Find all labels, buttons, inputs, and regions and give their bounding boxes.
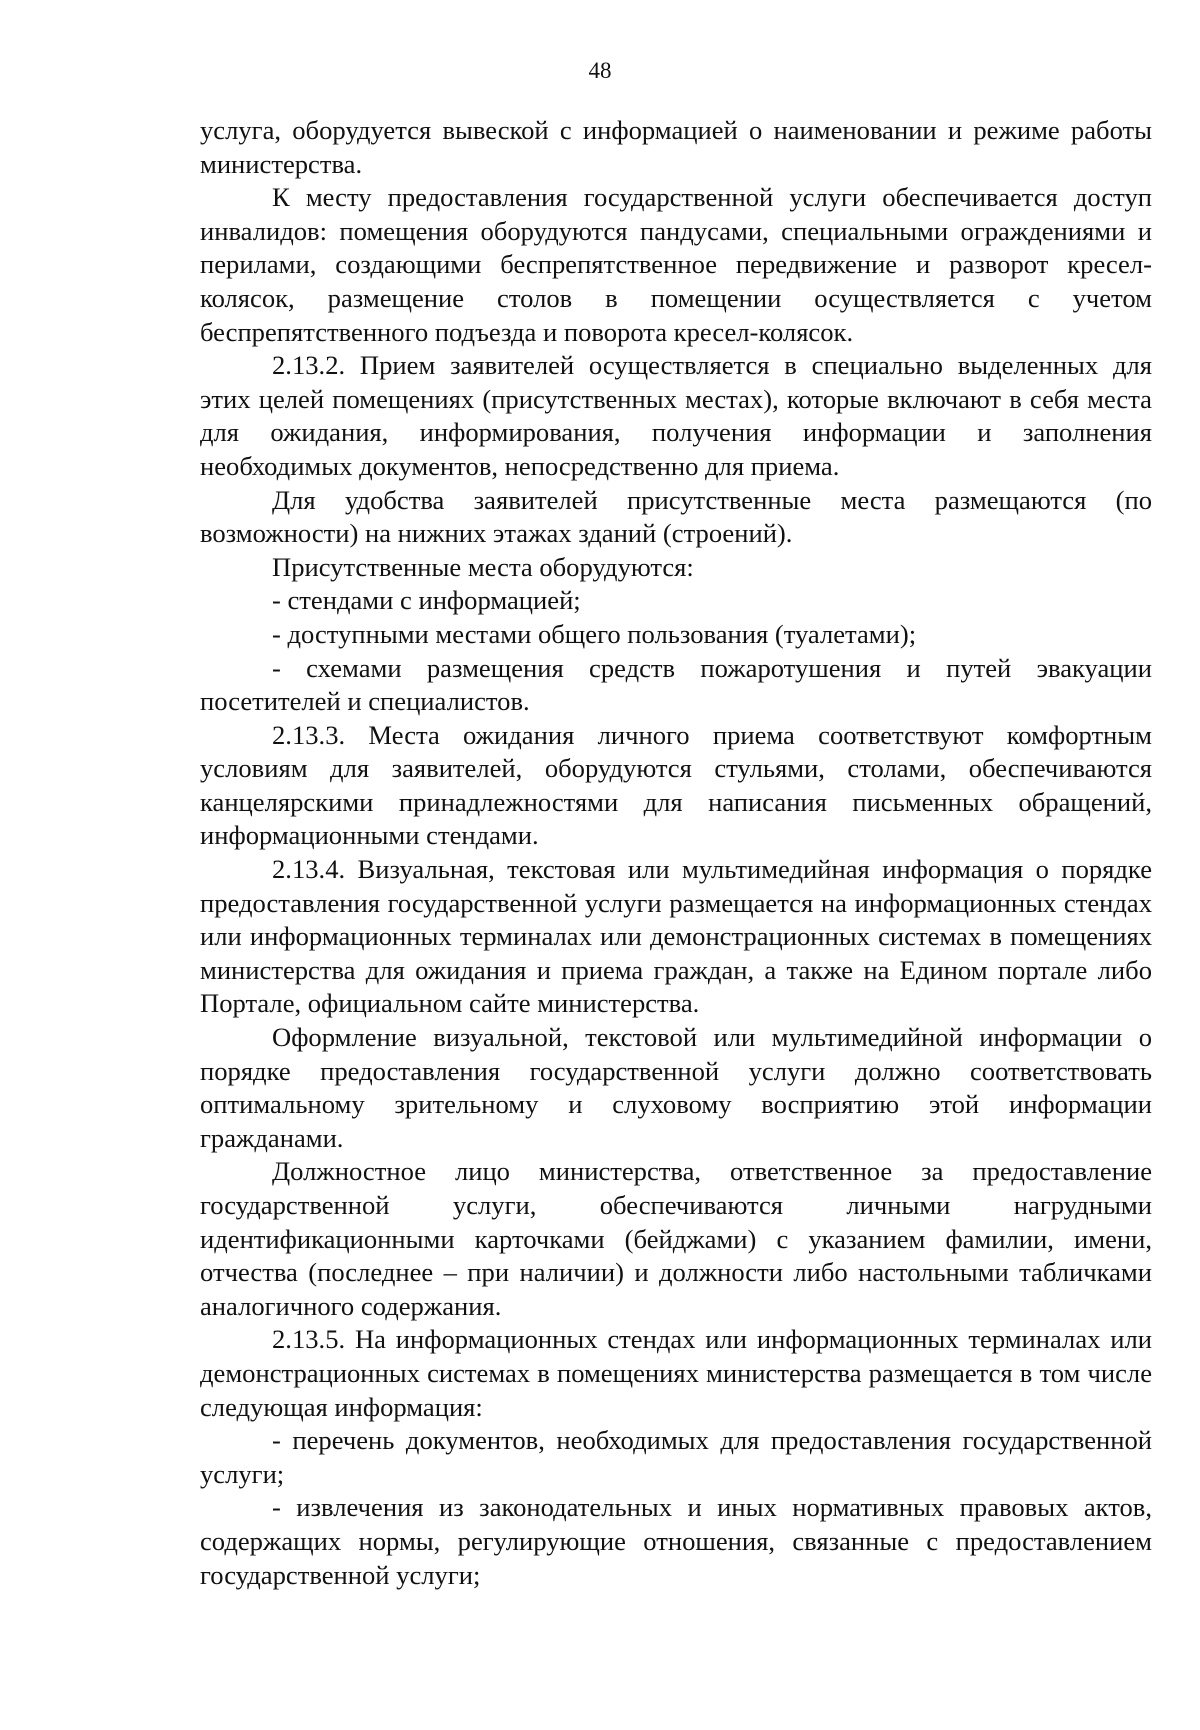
paragraph-accessibility: К месту предоставления государственной услуги обеспечивается доступ инвалидов: помещения оборудуются пандусами, специальными ограждениями и перилами, создающими беспрепятственное передвижение и разворот кресел-колясок, размещение столов в помещении осуществляется с учетом беспрепятственного подъезда и поворота кресел-колясок. (200, 182, 1152, 347)
paragraph-continuation: услуга, оборудуется вывеской с информацией о наименовании и режиме работы министерства. (200, 115, 1152, 179)
document-body (200, 114, 1152, 1592)
paragraph-convenience: Для удобства заявителей присутственные места размещаются (по возможности) на нижних этажах зданий (строений). (200, 484, 1152, 549)
paragraph-2-13-2: 2.13.2. Прием заявителей осуществляется в специально выделенных для этих целей помещениях (присутственных местах), которые включают в себя места для ожидания, информирования, получения информации и заполнения необходимых документов, непосредственно для приема. (200, 350, 1152, 481)
paragraph-2-13-4: 2.13.4. Визуальная, текстовая или мультимедийная информация о порядке предоставления государственной услуги размещается на информационных стендах или информационных терминалах или демонстрационных системах в помещениях министерства для ожидания и приема граждан, а также на Едином портале либо Портале, официальном сайте министерства. (200, 854, 1152, 1019)
list-item-stands: - стендами с информацией; (272, 585, 581, 616)
paragraph-2-13-3: 2.13.3. Места ожидания личного приема соответствуют комфортным условиям для заявителей, оборудуются стульями, столами, обеспечиваются канцелярскими принадлежностями для написания письменных обращений, информационными стендами. (200, 719, 1152, 851)
list-item-extracts: - извлечения из законодательных и иных нормативных правовых актов, содержащих нормы, регулирующие отношения, связанные с предоставлением государственной услуги; (200, 1492, 1152, 1590)
paragraph-2-13-5: 2.13.5. На информационных стендах или информационных терминалах или демонстрационных системах в помещениях министерства размещается в том числе следующая информация: (200, 1324, 1152, 1422)
paragraph-equipment-intro: Присутственные места оборудуются: (272, 551, 694, 582)
page-number: 48 (588, 58, 612, 83)
list-item-evacuation: - схемами размещения средств пожаротушения и путей эвакуации посетителей и специалистов. (200, 652, 1152, 717)
list-item-toilets: - доступными местами общего пользования (туалетами); (272, 618, 917, 649)
paragraph-official: Должностное лицо министерства, ответственное за предоставление государственной услуги, обеспечиваются личными нагрудными идентификационными карточками (бейджами) с указанием фамилии, имени, отчества (последнее – при наличии) и должности либо настольными табличками аналогичного содержания. (200, 1156, 1152, 1321)
list-item-documents: - перечень документов, необходимых для предоставления государственной услуги; (200, 1425, 1152, 1489)
paragraph-design: Оформление визуальной, текстовой или мультимедийной информации о порядке предоставления государственной услуги должно соответствовать оптимальному зрительному и слуховому восприятию этой информации гражданами. (200, 1022, 1152, 1153)
